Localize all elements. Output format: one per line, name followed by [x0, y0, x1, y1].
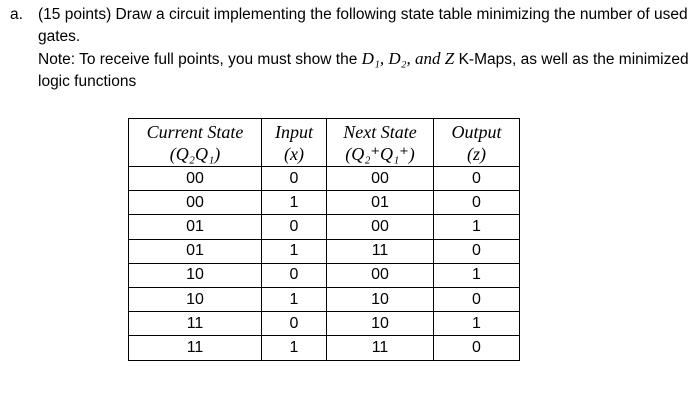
output-cell: 1 [434, 312, 520, 336]
input-cell: 1 [262, 287, 327, 311]
points-text: (15 points) [38, 6, 112, 23]
output-cell: 0 [434, 287, 520, 311]
output-cell: 0 [434, 336, 520, 360]
next-state-cell: 00 [327, 167, 434, 191]
question-label: a. [10, 6, 23, 23]
input-cell: 0 [262, 312, 327, 336]
input-cell: 1 [262, 336, 327, 360]
input-cell: 1 [262, 191, 327, 215]
table-row [129, 263, 520, 287]
output-cell: 1 [434, 215, 520, 239]
current-state-cell: 00 [129, 167, 262, 191]
current-state-cell: 11 [129, 336, 262, 360]
input-cell: 0 [262, 215, 327, 239]
current-state-cell: 01 [129, 239, 262, 263]
instruction-text: Draw a circuit implementing the following state table minimizing the number of used gates. [38, 6, 688, 45]
next-state-cell: 00 [327, 263, 434, 287]
header-input: Input [262, 119, 327, 143]
header-current-state: Current State [129, 119, 262, 143]
note-prefix: Note: To receive full points, you must show the [38, 51, 358, 68]
subheader-current-state: (Q₂Q₁) [129, 142, 262, 167]
input-cell: 0 [262, 263, 327, 287]
current-state-cell: 01 [129, 215, 262, 239]
current-state-cell: 10 [129, 263, 262, 287]
table-row [129, 287, 520, 311]
input-cell: 1 [262, 239, 327, 263]
header-output: Output [434, 119, 520, 143]
next-state-cell: 00 [327, 215, 434, 239]
output-cell: 0 [434, 191, 520, 215]
table-row [129, 215, 520, 239]
next-state-cell: 11 [327, 336, 434, 360]
current-state-cell: 10 [129, 287, 262, 311]
subheader-input: (x) [262, 142, 327, 167]
table-row [129, 312, 520, 336]
output-cell: 0 [434, 239, 520, 263]
table-row [129, 167, 520, 191]
subheader-next-state: (Q₂⁺Q₁⁺) [327, 142, 434, 167]
output-cell: 1 [434, 263, 520, 287]
output-cell: 0 [434, 167, 520, 191]
header-next-state: Next State [327, 119, 434, 143]
input-cell: 0 [262, 167, 327, 191]
table-row [129, 191, 520, 215]
table-row [129, 336, 520, 360]
next-state-cell: 10 [327, 287, 434, 311]
current-state-cell: 11 [129, 312, 262, 336]
state-table [128, 118, 520, 361]
current-state-cell: 00 [129, 191, 262, 215]
note-variables: D₁, D₂, and Z [361, 49, 455, 68]
table-row [129, 239, 520, 263]
next-state-cell: 10 [327, 312, 434, 336]
note-suffix: K-Maps, as well as the minimized logic functions [38, 51, 689, 90]
next-state-cell: 11 [327, 239, 434, 263]
next-state-cell: 01 [327, 191, 434, 215]
subheader-output: (z) [434, 142, 520, 167]
question-text [10, 4, 690, 93]
